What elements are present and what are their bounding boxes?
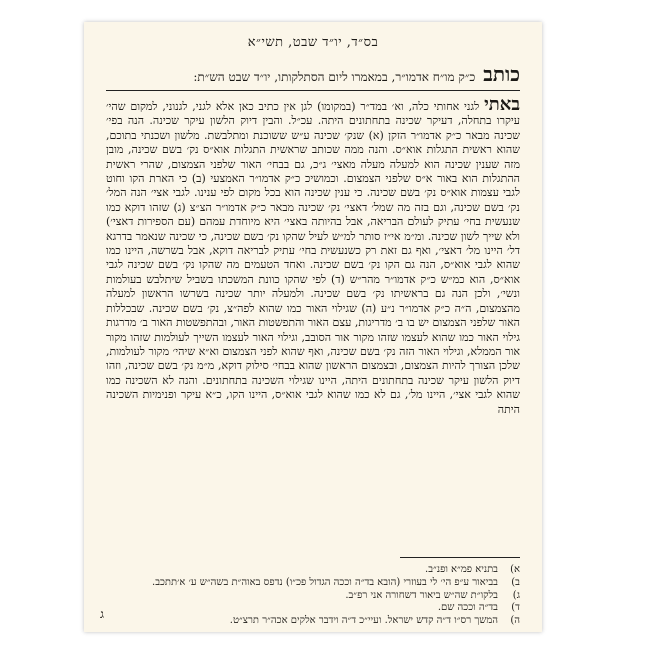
- footnote: [106, 602, 520, 615]
- footnote-text: בביאור ע״פ הי׳ לי בעוזרי (הובא בד״ה וככה הגדול פכ״ו) נדפס באוה״ת בשה״ש ע׳ א׳תתכב.: [152, 576, 498, 588]
- footnote-text: בד״ה וככה שם.: [437, 602, 498, 614]
- title-row: [106, 62, 520, 91]
- footnote: [106, 564, 520, 577]
- body-paragraph: [106, 94, 521, 417]
- footnote: [106, 590, 520, 603]
- footnote-text: בלקו״ת שה״ש ביאור דשחורה אני רפ״ב.: [345, 589, 498, 601]
- footnote-mark: ה): [510, 615, 520, 627]
- footnote-divider: [400, 557, 520, 558]
- page: [84, 22, 542, 632]
- footnote: [106, 577, 520, 590]
- footnote-mark: ג): [512, 589, 520, 601]
- page-number: ג: [100, 607, 104, 621]
- title-lead-word: כותב: [483, 62, 520, 86]
- footnote-text: בתניא פמ״א ופנ״ב.: [425, 564, 498, 575]
- footnote-mark: א): [510, 564, 520, 575]
- body-paragraph-text: לגני אחותי כלה, וא׳ במד״ר (במקומו) לגן אין כתיב כאן אלא לגני, לגנוני, למקום שהי׳ עיקרו בתחלה, דעיקר שכינה בתחתונים היתה. עכ״ל. והבין דיוק הלשון עיקר שכינה. הנה בפי׳ שכינה מבאר כ״ק אדמו״ר הזקן (א) שנק׳ שכינה ע״ש ששוכנת ומתלבשת. מלשון ושכנתי בתוכם, שהוא ראשית התגלות אוא״ס. והנה ממה שכותב שראשית התגלות אוא״ס נק׳ בשם שכינה, מובן מזה שענין שכינה הוא למעלה מעלה מאצי׳ ג״כ, גם בבחי׳ האור שלפני הצמצום, שהרי ראשית ההתגלות הוא באור א״ס שלפני הצמצום. וכמושיכ כ״ק אדמו״ר האמצעי (ב) כי הארת הקו וחוט לגבי עצמות אוא״ס נק׳ בשם שכינה. כי ענין שכינה הוא בכל מקום לפי ענינו. לגבי אצי׳ הנה המל׳ נק׳ בשם שכינה, וגם בזה מה שמל׳ דאצי׳ נק׳ שכינה מבאר כ״ק אדמו״ר הצ״צ (ג) שזהו דוקא כמו שנעשית בחי׳ עתיק לעולם הבריאה, אבל בהיותה באצי׳ היא מיוחדת עמהם (עם הספירות דאצי׳) ולא שייך לשון שכינה. ומ״מ אי״ז סותר למ״ש לעיל שהקו נק׳ בשם שכינה, כי שכינה שנאמר בדרגא דל׳ היינו מל׳ דאצי׳, ואף גם זאת רק כשנעשית בחי׳ עתיק לבריאה דוקא, אבל בשרשה, היינו כמו שהוא לגבי אוא״ס, הנה גם הקו נק׳ בשם שכינה. ואחד הטעמים מה שהקו נק׳ בשם שכינה לגבי אוא״ס, הוא כמ״ש כ״ק אדמו״ר מהר״ש (ד) לפי שהקו כוונת המשכתו בשביל שיתלבש בעולמות ונשי׳, ולכן הנה גם בראשיתו נק׳ בשם שכינה. ולמעלה יותר שכינה בשרשו הראשון למעלה מהצמצום, ה״ה כ״ק אדמו״ר נ״ע (ה) שגילוי האור כמו שהוא לפה״צ, נק׳ בשם שכינה. שבכללות האור שלפני הצמצום יש בו ב׳ מדריגות, עצם האור והתפשטות האור, ובהתפשטות האור ב׳ מדרגות גילוי האור כמו שהוא לעצמו שזהו מקור אור הסובב, וגילוי האור לעצמו השייך לעולמות שזהו מקור אור הממלא, וגילוי האור הזה נק׳ בשם שכינה, ואף שהוא לפני הצמצום וא״א שיהי׳ מקור לעולמות, שלכן הצורך להיות הצמצום, ובצמצום הראשון שהוא בבחי׳ סילוק דוקא, מ״מ נק׳ בשם שכינה, וזהו דיוק הלשון עיקר שכינה בתחתונים היתה, היינו שגילוי השכינה בתחתונים. והנה לא השכינה כמו שהוא לגבי אצי׳, היינו מל׳, גם לא כמו שהוא לגבי אוא״ס, היינו הקו, כ״א עיקר ופנימיות השכינה היתה: [106, 100, 520, 416]
- running-header: בס״ד, יו״ד שבט, תשי״א: [247, 35, 379, 50]
- footnote-text: המשך רס״ו ד״ה קדש ישראל. ועיי״כ ד״ה וידבר אלקים אכה״ר תרצ״ט.: [229, 615, 498, 627]
- title-subtitle: כ״ק מו״ח אדמו״ר, במאמרו ליום הסתלקותו, יו״ד שבט הש״ת:: [193, 70, 476, 84]
- body-text: [106, 94, 521, 417]
- opening-word: באתי: [484, 94, 521, 115]
- footnote: [106, 615, 520, 628]
- footnotes: [106, 564, 520, 628]
- footnote-mark: ד): [511, 602, 520, 614]
- footnote-mark: ב): [511, 576, 520, 588]
